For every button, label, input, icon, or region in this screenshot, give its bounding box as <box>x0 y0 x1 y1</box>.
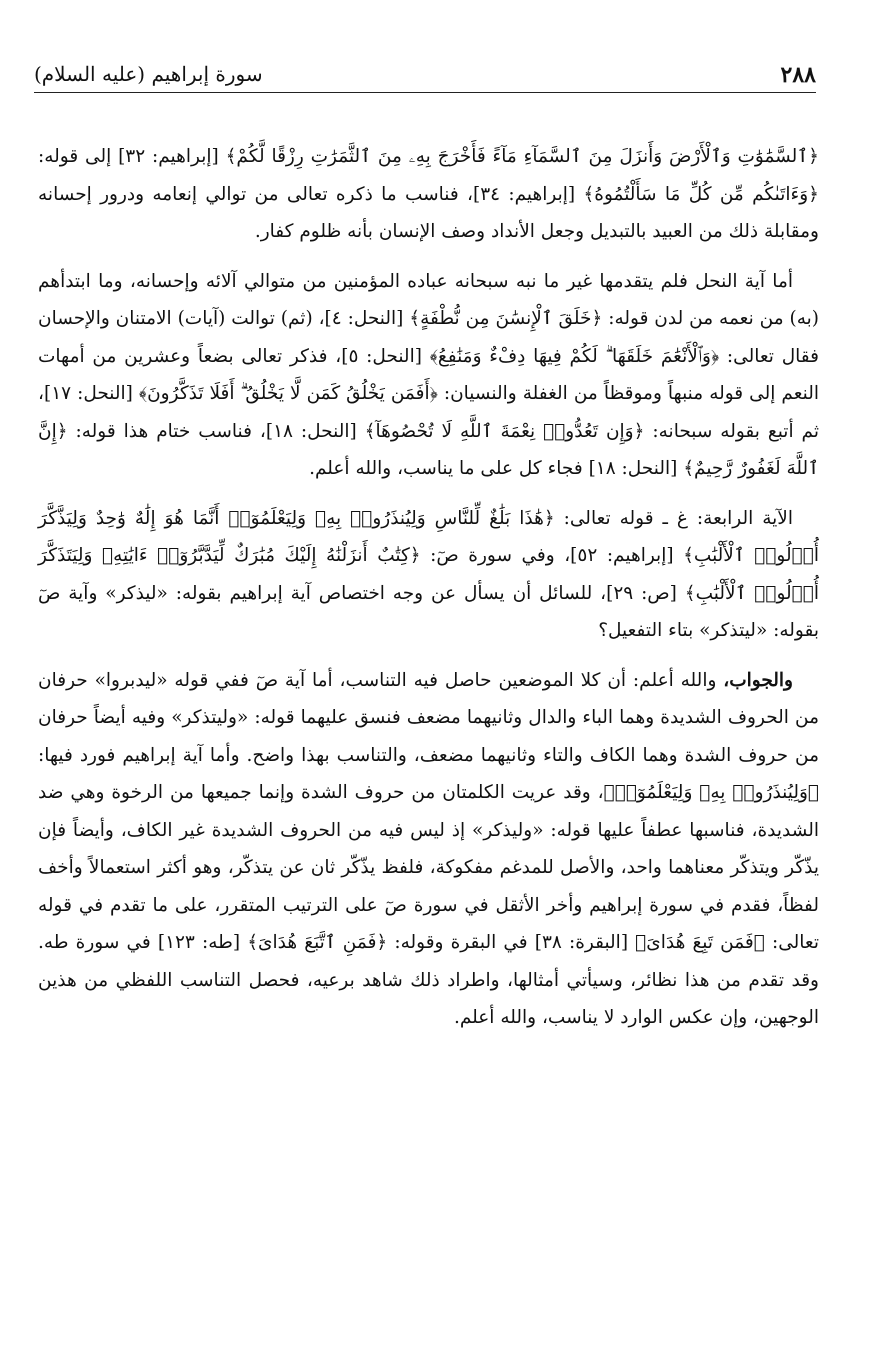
paragraph <box>38 500 819 650</box>
page-header <box>34 52 816 93</box>
paragraph-text: ﴿ٱلسَّمَٰوَٰتِ وَٱلْأَرْضَ وَأَنزَلَ مِنَ ٱلسَّمَآءِ مَآءً فَأَخْرَجَ بِهِۦ مِنَ ٱلثَّمَرَٰتِ رِزْقًا لَّكُمْ﴾ [إبراهيم: ٣٢] إلى قوله: ﴿وَءَاتَىٰكُم مِّن كُلِّ مَا سَأَلْتُمُوهُ﴾ [إبراهيم: ٣٤]، فناسب ما ذكره تعالى من توالي إنعامه ودرور إحسانه ومقابلة ذلك من العبيد بالتبديل وجعل الأنداد وصف الإنسان بأنه ظلوم كفار. <box>38 146 819 242</box>
page-number: ٢٨٨ <box>780 62 816 88</box>
body-text <box>38 138 819 1037</box>
paragraph <box>38 138 819 251</box>
paragraph <box>38 662 819 1037</box>
running-title: سورة إبراهيم (عليه السلام) <box>34 62 263 86</box>
paragraph-text: أما آية النحل فلم يتقدمها غير ما نبه سبحانه عباده المؤمنين من متوالي آلائه وإحسانه، وما ابتدأهم (به) من نعمه من لدن قوله: ﴿خَلَقَ ٱلْإِنسَٰنَ مِن نُّطْفَةٍ﴾ [النحل: ٤]، (ثم) توالت (آيات) الامتنان والإحسان فقال تعالى: ﴿وَٱلْأَنْعَٰمَ خَلَقَهَا ۗ لَكُمْ فِيهَا دِفْءٌ وَمَنَٰفِعُ﴾ [النحل: ٥]، فذكر تعالى بضعاً وعشرين من أمهات النعم إلى قوله منبهاً وموقظاً من الغفلة والنسيان: ﴿أَفَمَن يَخْلُقُ كَمَن لَّا يَخْلُقُ ۗ أَفَلَا تَذَكَّرُونَ﴾ [النحل: ١٧]، ثم أتبع بقوله سبحانه: ﴿وَإِن تَعُدُّوا۟ نِعْمَةَ ٱللَّهِ لَا تُحْصُوهَآ﴾ [النحل: ١٨]، فناسب ختام هذا قوله: ﴿إِنَّ ٱللَّهَ لَغَفُورٌ رَّحِيمٌ﴾ [النحل: ١٨] فجاء كل على ما يناسب، والله أعلم. <box>38 270 819 479</box>
paragraph-lead: والجواب، <box>723 669 793 691</box>
paragraph-text: الآية الرابعة: غ ـ قوله تعالى: ﴿هَٰذَا بَلَٰغٌ لِّلنَّاسِ وَلِيُنذَرُوا۟ بِهِۦ وَلِيَعْلَمُوٓا۟ أَنَّمَا هُوَ إِلَٰهٌ وَٰحِدٌ وَلِيَذَّكَّرَ أُو۟لُوا۟ ٱلْأَلْبَٰبِ﴾ [إبراهيم: ٥٢]، وفي سورة صٓ: ﴿كِتَٰبٌ أَنزَلْنَٰهُ إِلَيْكَ مُبَٰرَكٌ لِّيَدَّبَّرُوٓا۟ ءَايَٰتِهِۦ وَلِيَتَذَكَّرَ أُو۟لُوا۟ ٱلْأَلْبَٰبِ﴾ [ص: ٢٩]، للسائل أن يسأل عن وجه اختصاص آية إبراهيم بقوله: «ليذكر» وآية صٓ بقوله: «ليتذكر» بتاء التفعيل؟ <box>38 507 819 641</box>
paragraph <box>38 263 819 488</box>
paragraph-text: والله أعلم: أن كلا الموضعين حاصل فيه التناسب، أما آية صٓ ففي قوله «ليدبروا» حرفان من الحروف الشديدة وهما الباء والدال وثانيهما مضعف فنسق عليهما قوله: «وليتذكر» وفيه أيضاً حرفان من حروف الشدة وهما الكاف والتاء وثانيهما مضعف، والتناسب بهذا واضح. وأما آية إبراهيم فورد فيها: ﴿وَلِيُنذَرُوا۟ بِهِۦ وَلِيَعْلَمُوٓا۟﴾، وقد عريت الكلمتان من حروف الشدة وإنما جميعها من الرخوة وهي ضد الشديدة، فناسبها عطفاً عليها قوله: «وليذكر» إذ ليس فيه من الحروف الشديدة غير الكاف، وأيضاً فإن يذّكّر ويتذكّر معناهما واحد، والأصل للمدغم مفكوكة، فلفظ يذّكّر ثان عن يتذكّر، وهو أكثر استعمالاً وأخف لفظاً، فقدم في سورة إبراهيم وأخر الأثقل في سورة صٓ على الترتيب المتقرر، على ما تقدم في قوله تعالى: ﴿فَمَن تَبِعَ هُدَاىَ﴾ [البقرة: ٣٨] في البقرة وقوله: ﴿فَمَنِ ٱتَّبَعَ هُدَاىَ﴾ [طه: ١٢٣] في سورة طه. وقد تقدم من هذا نظائر، وسيأتي أمثالها، واطراد ذلك شاهد برعيه، فحصل التناسب اللفظي من هذين الوجهين، وإن عكس الوارد لا يناسب، والله أعلم. <box>38 669 820 1028</box>
